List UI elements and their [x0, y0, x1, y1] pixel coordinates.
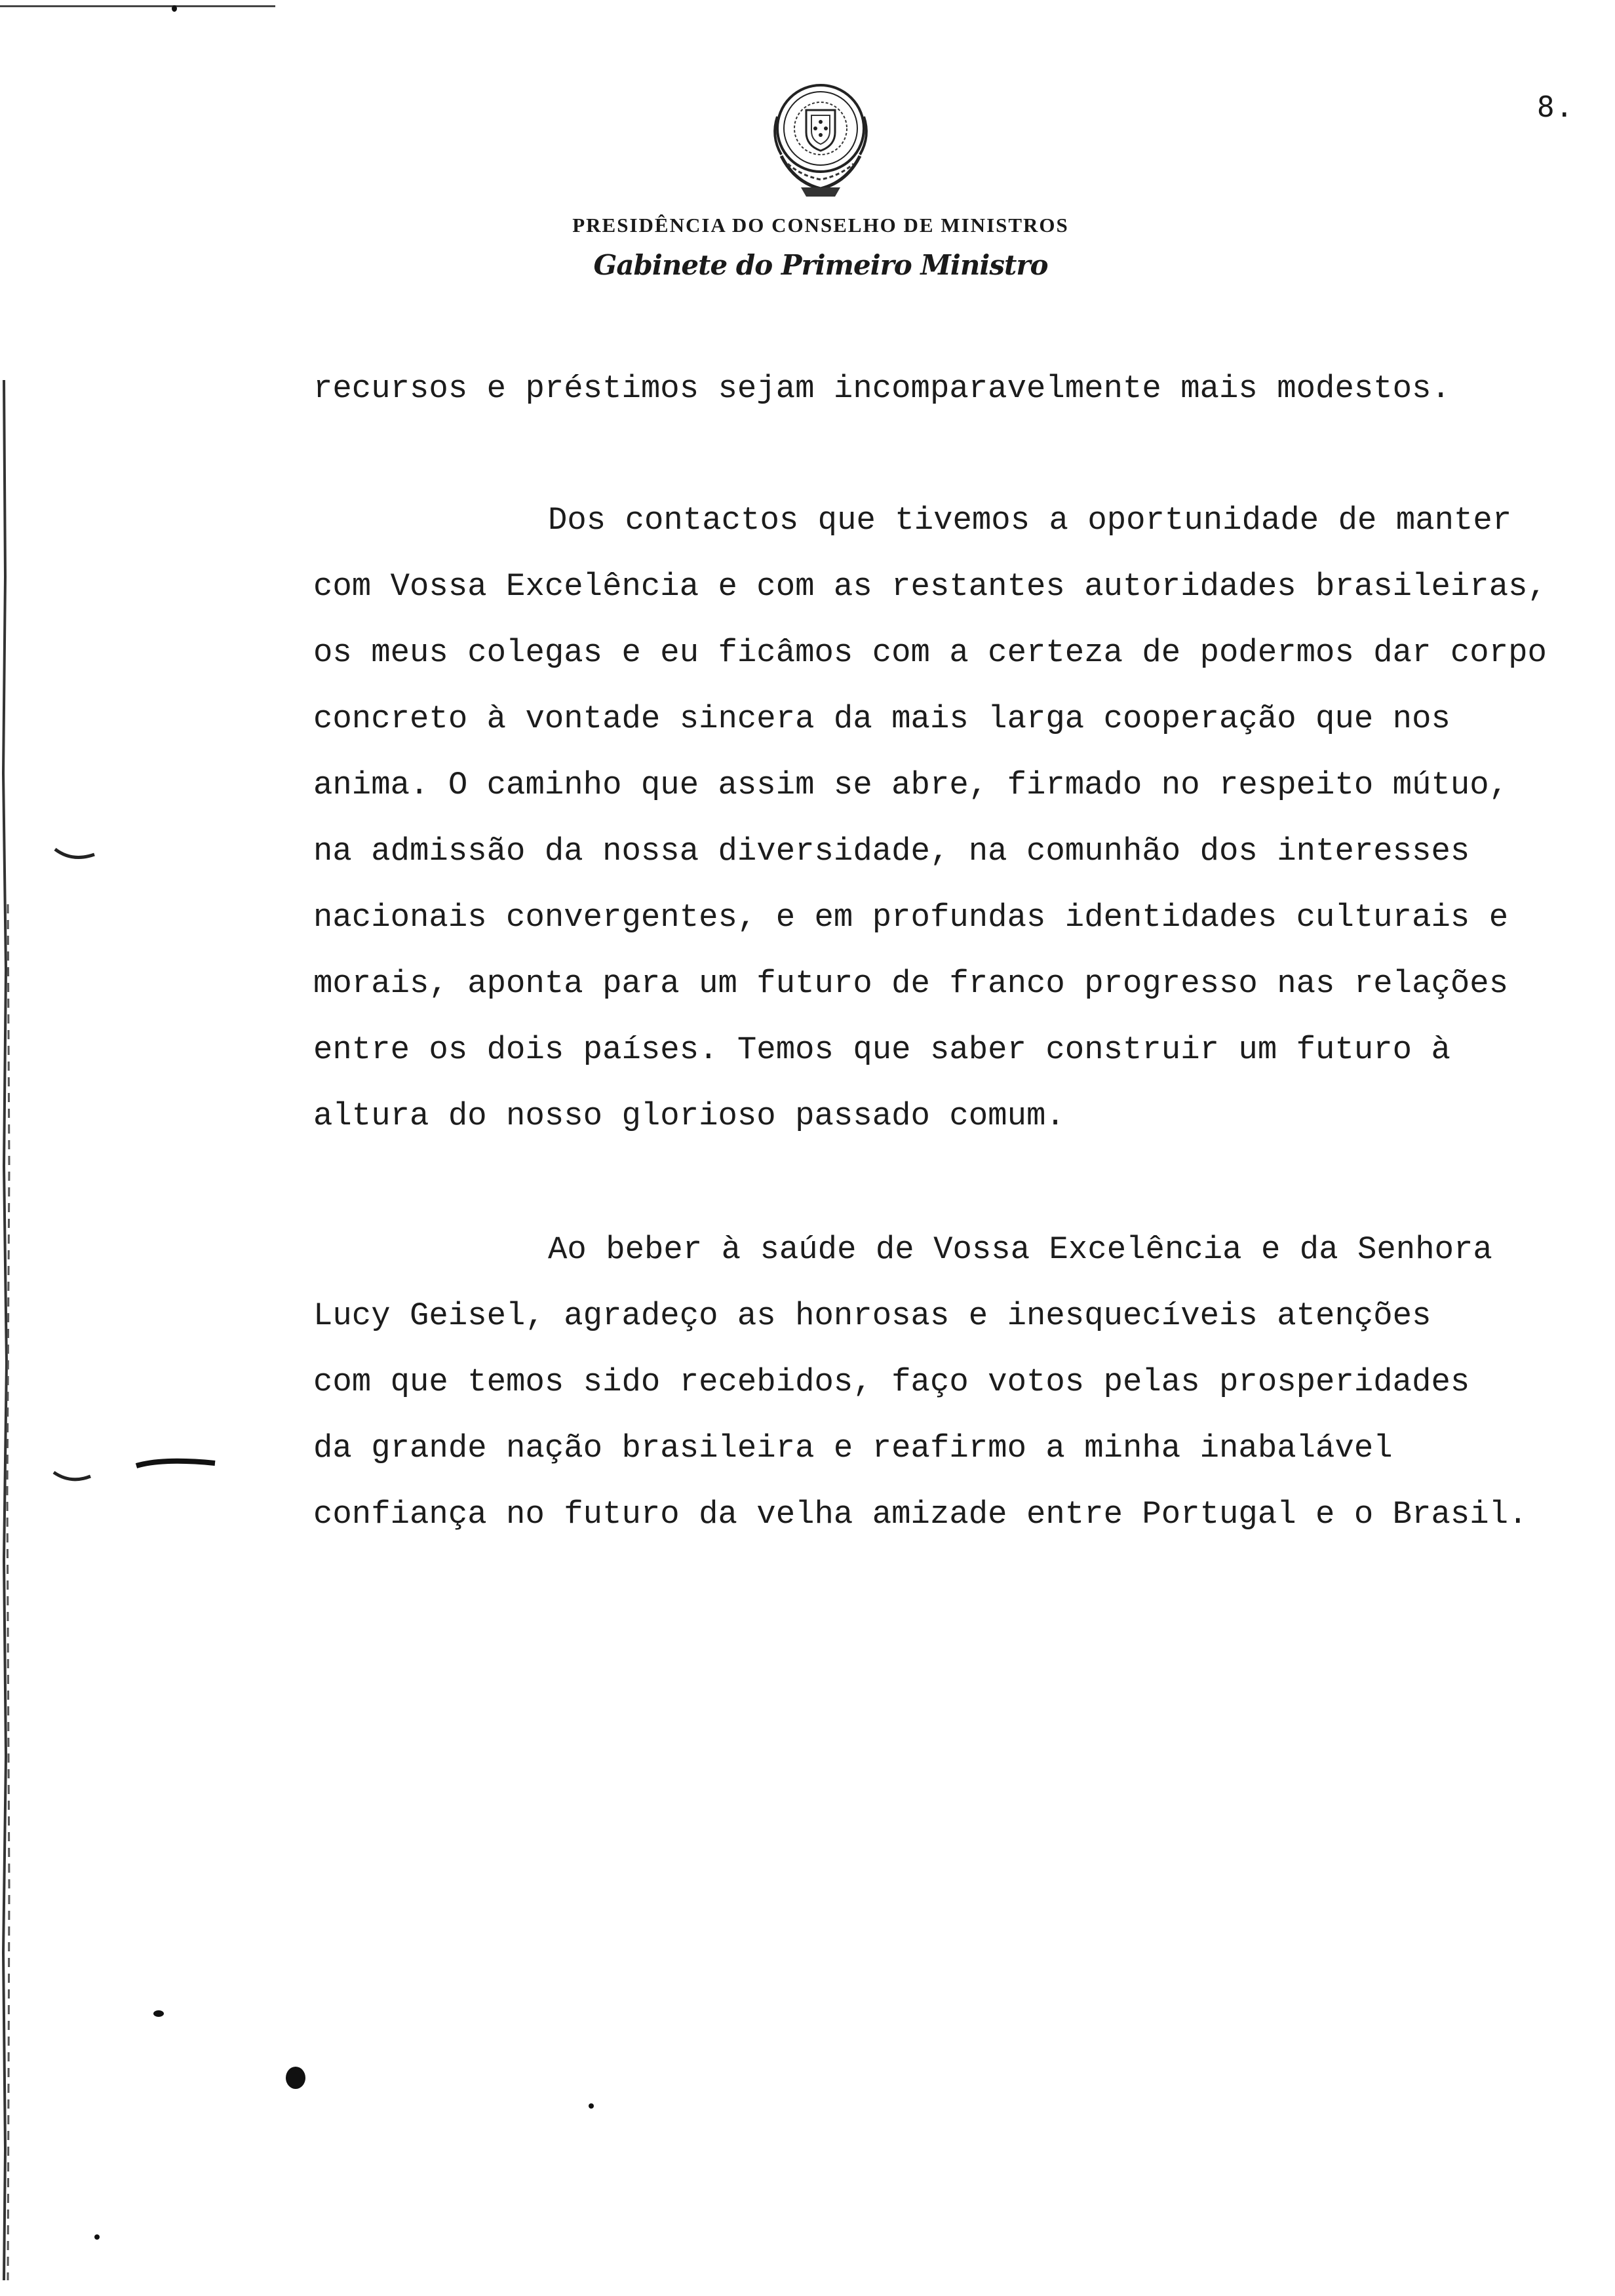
- paragraph-1-line: entre os dois países. Temos que saber construir um futuro à: [313, 1031, 1450, 1068]
- coat-of-arms-seal-icon: [762, 77, 880, 202]
- paragraph-2-line: da grande nação brasileira e reafirmo a minha inabalável: [313, 1430, 1393, 1466]
- ink-speck: [589, 2103, 594, 2109]
- paragraph-1-line: concreto à vontade sincera da mais larga cooperação que nos: [313, 700, 1450, 737]
- paragraph-2-line: confiança no futuro da velha amizade entre Portugal e o Brasil.: [313, 1496, 1528, 1533]
- letterhead-title: PRESIDÊNCIA DO CONSELHO DE MINISTROS: [572, 214, 1069, 237]
- paragraph-2-line: Lucy Geisel, agradeço as honrosas e inesquecíveis atenções: [313, 1297, 1431, 1334]
- intro-line: recursos e préstimos sejam incomparavelmente mais modestos.: [313, 370, 1450, 407]
- ink-speck: [172, 5, 177, 12]
- paragraph-1-line: os meus colegas e eu ficâmos com a certeza de podermos dar corpo: [313, 634, 1547, 671]
- page-number: 8.: [1537, 90, 1574, 124]
- paragraph-1-line: altura do nosso glorioso passado comum.: [313, 1098, 1065, 1134]
- binding-edge-mark: [0, 380, 14, 2280]
- paragraph-1-line: anima. O caminho que assim se abre, firmado no respeito mútuo,: [313, 767, 1509, 803]
- scan-edge-mark: [0, 5, 275, 7]
- ink-speck: [94, 2234, 100, 2240]
- letterhead-subtitle: Gabinete do Primeiro Ministro: [593, 249, 1048, 281]
- paragraph-1-line: com Vossa Excelência e com as restantes autoridades brasileiras,: [313, 568, 1547, 605]
- ink-speck: [153, 2010, 164, 2017]
- paragraph-1-line: nacionais convergentes, e em profundas identidades culturais e: [313, 899, 1509, 936]
- punch-hole-mark: [52, 845, 98, 865]
- paragraph-2-line: Ao beber à saúde de Vossa Excelência e da Senhora: [548, 1231, 1492, 1268]
- paragraph-1-line: na admissão da nossa diversidade, na comunhão dos interesses: [313, 833, 1470, 870]
- paragraph-1-line: Dos contactos que tivemos a oportunidade de manter: [548, 502, 1512, 539]
- ink-blot: [286, 2067, 305, 2089]
- paragraph-1-line: morais, aponta para um futuro de franco progresso nas relações: [313, 965, 1509, 1002]
- paragraph-2-line: com que temos sido recebidos, faço votos pelas prosperidades: [313, 1364, 1470, 1400]
- punch-hole-mark: [51, 1458, 222, 1491]
